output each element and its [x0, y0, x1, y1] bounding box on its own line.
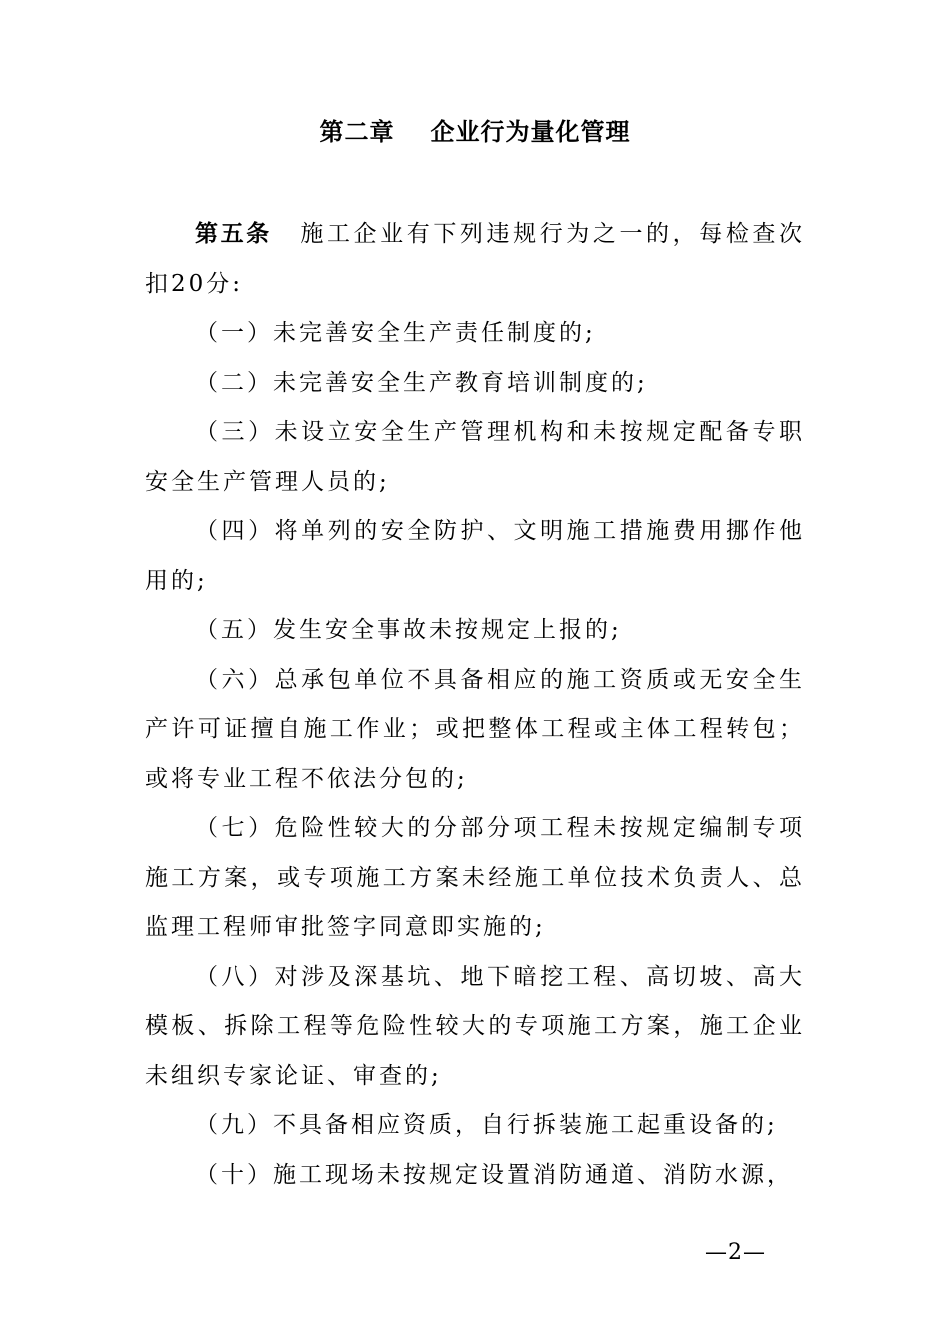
clause-10: （十）施工现场未按规定设置消防通道、消防水源， [195, 1161, 793, 1188]
clause-7: （七）危险性较大的分部分项工程未按规定编制专项施工方案，或专项施工方案未经施工单位技术负责人、总监理工程师审批签字同意即实施的; [145, 815, 805, 940]
chapter-title [0, 112, 950, 152]
clause-8: （八）对涉及深基坑、地下暗挖工程、高切坡、高大模板、拆除工程等危险性较大的专项施工方案，施工企业未组织专家论证、审查的; [145, 963, 805, 1089]
article-label: 第五条 [195, 221, 272, 247]
article-intro [145, 210, 805, 309]
clause-1: （一）未完善安全生产责任制度的; [195, 320, 596, 346]
article-intro-text: 施工企业有下列违规行为之一的，每检查次扣20分: [145, 221, 806, 297]
article-body [145, 210, 805, 1200]
clause-4: （四）将单列的安全防护、文明施工措施费用挪作他用的; [145, 518, 805, 594]
page-number: —2— [705, 1240, 766, 1265]
clause-6: （六）总承包单位不具备相应的施工资质或无安全生产许可证擅自施工作业；或把整体工程或主体工程转包；或将专业工程不依法分包的; [145, 666, 805, 792]
chapter-number: 第二章 [319, 118, 395, 146]
clause-2: （二）未完善安全生产教育培训制度的; [195, 369, 648, 396]
clause-5: （五）发生安全事故未按规定上报的; [195, 617, 622, 643]
clause-9: （九）不具备相应资质，自行拆装施工起重设备的; [195, 1112, 778, 1138]
clause-3: （三）未设立安全生产管理机构和未按规定配备专职安全生产管理人员的; [145, 419, 805, 495]
chapter-name: 企业行为量化管理 [430, 118, 631, 146]
